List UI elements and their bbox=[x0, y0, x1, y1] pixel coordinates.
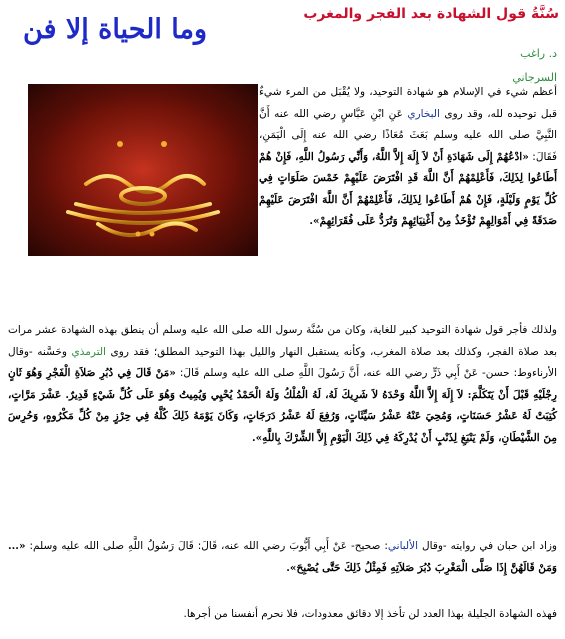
shahada-calligraphy-image bbox=[28, 84, 258, 256]
para3-lead: وزاد ابن حبان في روايته -وقال bbox=[421, 540, 558, 552]
link-albani[interactable]: الألباني bbox=[387, 540, 419, 552]
link-tirmidhi[interactable]: الترمذي bbox=[71, 345, 106, 358]
intro-narration: عَنِ ابْنِ عَبَّاسٍ رضي الله عنه أَنَّ النَّبِيَّ صلى الله عليه وسلم بَعَثَ مُعَاذًا رضي الله عنه إِلَى الْيَمَنِ، فَقَالَ: bbox=[259, 107, 557, 163]
hadith-text-3: «... وَمَنْ قَالَهُنَّ إِذَا صَلَّى الْمَغْرِبَ دُبُرَ صَلاَتِهِ فَمِثْلُ ذَلِكَ حَتَّى يُصْبِحَ». bbox=[8, 540, 557, 574]
paragraph-3 bbox=[8, 536, 557, 579]
intro-paragraph bbox=[259, 82, 557, 233]
para3-grading: : صحيح- عَنْ أَبِي أَيُّوبَ رضي الله عنه، قَالَ: قَالَ رَسُولُ اللَّهِ صلى الله عليه وسلم: bbox=[29, 540, 388, 552]
site-logo-text: وما الحياة إلا فن bbox=[23, 14, 207, 45]
hadith-text-2: «مَنْ قَالَ فِي دُبُرِ صَلاَةِ الْفَجْرِ وَهُوَ ثَانٍ رِجْلَيْهِ قَبْلَ أَنْ يَتَكَلَّمَ: لاَ إِلَهَ إِلاَّ اللَّهُ وَحْدَهُ لاَ شَرِيكَ لَهُ، لَهُ الْمُلْكُ وَلَهُ الْحَمْدُ يُحْيِي وَيُمِيتُ وَهُوَ عَلَى كُلِّ شَيْءٍ قَدِيرٌ. عَشْرَ مَرَّاتٍ، كُتِبَتْ لَهُ عَشْرُ حَسَنَاتٍ، وَمُحِيَ عَنْهُ عَشْرُ سَيِّئَاتٍ، وَرُفِعَ لَهُ عَشْرُ دَرَجَاتٍ، وَكَانَ يَوْمَهُ ذَلِكَ كُلَّهُ فِي حِرْزٍ مِنْ كُلِّ مَكْرُوهٍ، وَحُرِسَ مِنَ الشَّيْطَانِ، وَلَمْ يَنْبَغِ لِذَنْبٍ أَنْ يُدْرِكَهُ فِي ذَلِكَ الْيَوْمِ إِلاَّ الشِّرْكَ بِاللَّهِ». bbox=[8, 367, 557, 444]
paragraph-4: فهذه الشهادة الجليلة بهذا العدد لن تأخذ إلا دقائق معدودات، فلا نحرم أنفسنا من أجرها. bbox=[183, 608, 557, 620]
hadith-text-1: «ادْعُهُمْ إِلَى شَهَادَةِ أَنْ لاَ إِلَهَ إِلاَّ اللَّهُ، وَأَنِّي رَسُولُ اللَّهِ، فَإِنْ هُمْ أَطَاعُوا لِذَلِكَ، فَأَعْلِمْهُمْ أَنَّ اللَّهَ قَدِ افْتَرَضَ عَلَيْهِمْ خَمْسَ صَلَوَاتٍ فِي كُلِّ يَوْمٍ وَلَيْلَةٍ، فَإِنْ هُمْ أَطَاعُوا لِذَلِكَ، فَأَعْلِمْهُمْ أَنَّ اللَّهَ افْتَرَضَ عَلَيْهِمْ صَدَقَةً فِي أَمْوَالِهِمْ تُؤْخَذُ مِنْ أَغْنِيَائِهِمْ وَتُرَدُّ عَلَى فُقَرَائِهِمْ». bbox=[259, 150, 557, 227]
calligraphy-emblem-icon bbox=[28, 84, 258, 256]
para2-text: ولذلك فأجر قول شهادة التوحيد كبير للغاية، وكان من سُنَّة رسول الله صلى الله عليه وسلم أن ينطق بهذه الشهادة عشر مرات بعد صلاة الفجر، وكذلك بعد صلاة المغرب، وكأنه يستقبل النهار والليل بهذا التوحيد المطلق؛ فقد روى bbox=[8, 324, 558, 358]
paragraph-2 bbox=[8, 320, 557, 449]
para2-grading: وحَسَّنه -وقال الأرناءوط: حسن- عَنْ أَبِي ذَرٍّ رضي الله عنه، أَنَّ رَسُولَ اللَّهِ صلى الله عليه وسلم قَالَ: bbox=[8, 345, 557, 379]
author-line-1: د. راغب bbox=[520, 47, 557, 60]
intro-lead: أعظم شيء في الإسلام هو شهادة التوحيد، ولا يُقْبَل من المرء شيءٌ قبل توحيده لله، وقد روى bbox=[259, 86, 557, 120]
author-line-2: السرجاني bbox=[512, 71, 557, 84]
link-bukhari[interactable]: البخاري bbox=[407, 107, 440, 120]
article-title: سُنَّةُ قول الشهادة بعد الفجر والمغرب bbox=[303, 6, 559, 22]
